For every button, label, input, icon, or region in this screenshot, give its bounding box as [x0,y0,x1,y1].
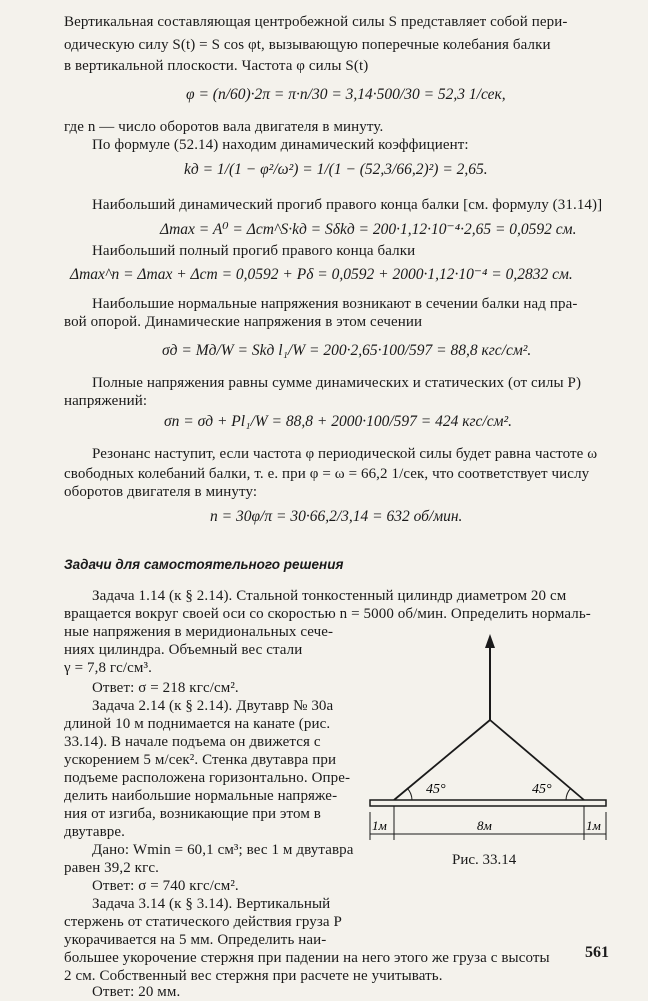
formula-dynamic-stress: σд = Mд/W = Skд l₁/W = 200·2,65·100/597 = 88,8 кгс/см². [162,342,532,359]
dim-label-right: 1м [586,818,601,833]
task-line: Задача 3.14 (к § 3.14). Вертикальный [92,896,331,912]
dim-label-middle: 8м [477,818,492,833]
text-line: Резонанс наступит, если частота φ периодической силы будет равна частоте ω [92,446,598,462]
text-line: Наибольшие нормальные напряжения возникают в сечении балки над пра- [92,296,578,312]
text-line: По формуле (52.14) находим динамический коэффициент: [92,137,469,153]
task-line: 33.14). В начале подъема он движется с [64,734,321,750]
formula-total-deflection: Δmax^п = Δmax + Δст = 0,0592 + Pδ = 0,0592 + 2000·1,12·10⁻⁴ = 0,2832 см. [70,266,573,283]
task-line: ускорением 5 м/сек². Стенка двутавра при [64,752,337,768]
text-line: одическую силу S(t) = S cos φt, вызывающую поперечные колебания балки [64,37,551,53]
page-number: 561 [585,944,609,961]
text-line: где n — число оборотов вала двигателя в минуту. [64,119,384,135]
task-line: ния от изгиба, возникающие при этом в [64,806,321,822]
task-line: ные напряжения в меридиональных сече- [64,624,334,640]
task-line: Задача 2.14 (к § 2.14). Двутавр № 30а [92,698,334,714]
task-line: Дано: Wmin = 60,1 см³; вес 1 м двутавра [92,842,354,858]
task-line: равен 39,2 кгс. [64,860,159,876]
task-line: укорачивается на 5 мм. Определить наи- [64,932,327,948]
text-line: в вертикальной плоскости. Частота φ силы S(t) [64,58,369,74]
figure-caption: Рис. 33.14 [452,852,517,868]
task-line: Задача 1.14 (к § 2.14). Стальной тонкостенный цилиндр диаметром 20 см [92,588,567,604]
formula-frequency: φ = (n/60)·2π = π·n/30 = 3,14·500/30 = 52,3 1/сек, [186,86,506,103]
answer-line: Ответ: σ = 740 кгс/см². [92,878,239,894]
task-line: длиной 10 м поднимается на канате (рис. [64,716,331,732]
formula-full-stress: σп = σд + Pl₁/W = 88,8 + 2000·100/597 = 424 кгс/см². [164,413,513,430]
answer-line: Ответ: 20 мм. [92,984,181,1000]
text-line: Вертикальная составляющая центробежной силы S представляет собой пери- [64,14,568,30]
task-line: большее укорочение стержня при падении на него этого же груза с высоты [64,950,550,966]
angle-label-right: 45° [532,782,552,797]
task-line: двутавре. [64,824,125,840]
i-beam [370,800,606,806]
angle-arc-left [407,788,412,800]
text-line: Наибольший динамический прогиб правого конца балки [см. формулу (31.14)] [92,197,603,213]
arrow-head-icon [485,634,495,648]
section-heading: Задачи для самостоятельного решения [64,557,344,572]
task-line: делить наибольшие нормальные напряже- [64,788,338,804]
figure-33-14 [360,630,622,850]
text-line: вой опорой. Динамические напряжения в этом сечении [64,314,423,330]
text-line: Наибольший полный прогиб правого конца балки [92,243,416,259]
text-line: оборотов двигателя в минуту: [64,484,258,500]
text-line: Полные напряжения равны сумме динамических и статических (от силы P) [92,375,582,391]
task-line: вращается вокруг своей оси со скоростью n = 5000 об/мин. Определить нормаль- [64,606,591,622]
dim-label-left: 1м [372,818,387,833]
formula-dynamic-deflection: Δmax = A⁰ = Δст^S·kд = Sδkд = 200·1,12·10⁻⁴·2,65 = 0,0592 см. [160,221,577,238]
task-line: ниях цилиндра. Объемный вес стали [64,642,303,658]
task-line: γ = 7,8 гс/см³. [64,660,152,676]
answer-line: Ответ: σ = 218 кгс/см². [92,680,239,696]
angle-arc-right [566,788,571,800]
formula-dynamic-coefficient: kд = 1/(1 − φ²/ω²) = 1/(1 − (52,3/66,2)²) = 2,65. [184,161,488,178]
task-line: 2 см. Собственный вес стержня при расчете не учитывать. [64,968,443,984]
text-line: напряжений: [64,393,148,409]
angle-label-left: 45° [426,782,446,797]
formula-rpm: n = 30φ/π = 30·66,2/3,14 = 632 об/мин. [210,508,463,525]
task-line: стержень от статического действия груза P [64,914,342,930]
task-line: подъеме расположена горизонтально. Опре- [64,770,351,786]
text-line: свободных колебаний балки, т. е. при φ = ω = 66,2 1/сек, что соответствует числу [64,466,590,482]
